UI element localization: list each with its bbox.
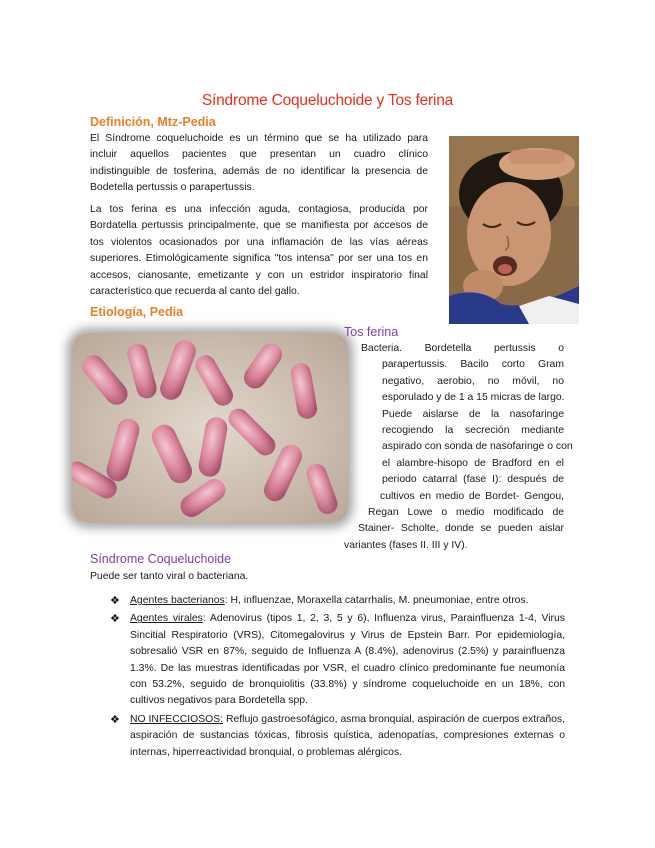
text-line: accesos, cianosante, emetizante y con un estridor inspiratorio final bbox=[90, 269, 428, 281]
item-first-line bbox=[130, 712, 565, 728]
item-text: : Adenovirus (tipos 1, 2, 3, 5 y 6), Influenza virus, Parainfluenza 1-4, Virus bbox=[202, 613, 565, 625]
bacteria-illustration bbox=[72, 333, 348, 523]
sindrome-agents-list bbox=[110, 593, 565, 763]
text-line: indistinguible de tosferina, además de no identificar la presencia de bbox=[90, 165, 428, 177]
text-line: periodo catarral (fase I): después de bbox=[382, 474, 564, 486]
list-item bbox=[110, 712, 565, 761]
diamond-bullet-icon: ❖ bbox=[110, 713, 120, 726]
text-line: cultivos negativos para Bordetella spp. bbox=[130, 695, 308, 707]
text-line: negativo, aerobio, no móvil, no bbox=[382, 375, 564, 387]
text-line: esporulado y de 1 a 15 micras de largo. bbox=[382, 392, 565, 404]
item-text: : H, influenzae, Moraxella catarrhalis, M. pneumoniae, entre otros. bbox=[224, 595, 529, 606]
text-line: Bordatella pertussis principalmente, que se manifiesta por accesos de bbox=[90, 220, 428, 232]
tos-ferina-paragraph bbox=[344, 341, 573, 554]
item-label: Agentes bacterianos bbox=[130, 595, 225, 606]
sindrome-intro: Puede ser tanto viral o bacteriana. bbox=[90, 571, 249, 582]
text-line: cultivos en medio de Bordet- Gengou, bbox=[380, 490, 564, 502]
text-line: sobresalió VSR en 87%, seguido de Influenza A (8.4%), adenovirus (2.5%) y parainfluenza bbox=[130, 646, 565, 658]
text-line: aspirado con sonda de nasofaringe o con bbox=[382, 441, 573, 453]
text-line: recogiendo la secreción mediante bbox=[382, 425, 564, 437]
text-line: superiores. Etimológicamente significa "tos intensa" por ser una tos en bbox=[90, 253, 428, 265]
text-line: variantes (fases II. III y IV). bbox=[344, 539, 468, 551]
definicion-paragraph-2 bbox=[90, 202, 428, 300]
bordetella-micrograph bbox=[72, 333, 348, 523]
text-line: incluir aquellos pacientes que presentan un cuadro clínico bbox=[90, 149, 428, 161]
text-line: El Síndrome coqueluchoide es un término que se ha utilizado para bbox=[90, 133, 428, 144]
text-line: 1.3%. De las muestras identificadas por VSR, el cuadro clínico predominante fue neumonía bbox=[130, 662, 565, 674]
text-line: aspiración de sustancias tóxicas, fibrosis quística, adenopatías, compresiones externas o bbox=[130, 730, 565, 742]
item-label: NO INFECCIOSOS: bbox=[130, 713, 224, 725]
diamond-bullet-icon: ❖ bbox=[110, 613, 120, 626]
list-item bbox=[110, 611, 565, 709]
etiologia-heading: Etiología, Pedia bbox=[90, 305, 184, 319]
tos-ferina-heading: Tos ferina bbox=[344, 325, 399, 339]
text-line: internas, hiperreactividad bronquial, o problemas alérgicos. bbox=[130, 746, 403, 758]
text-line: con 53.2%, seguido de bronquiolitis (33.8%) y síndrome coqueluchoide en un 18%, con bbox=[130, 679, 565, 691]
item-label: Agentes virales bbox=[130, 613, 203, 625]
page-title: Síndrome Coqueluchoide y Tos ferina bbox=[201, 92, 454, 109]
item-first-line bbox=[130, 611, 565, 627]
text-line: Bacteria. Bordetella pertussis o bbox=[361, 343, 564, 354]
text-line: parapertussis. Bacilo corto Gram bbox=[382, 359, 564, 371]
definicion-paragraph-1 bbox=[90, 131, 428, 197]
text-line: tos violentos ocasionados por una inflamación de las vías aéreas bbox=[90, 236, 428, 248]
text-line: Sincitial Respiratorio (VRS), Citomegalovirus y Virus de Epstein Barr. Por epidemiología, bbox=[130, 629, 565, 641]
text-line: La tos ferina es una infección aguda, contagiosa, producida por bbox=[90, 204, 428, 215]
sindrome-heading: Síndrome Coqueluchoide bbox=[90, 552, 232, 566]
text-line: Puede aislarse de la nasofaringe bbox=[382, 408, 564, 420]
diamond-bullet-icon: ❖ bbox=[110, 595, 120, 607]
definicion-heading: Definición, Mtz-Pedia bbox=[90, 115, 216, 129]
item-text: Reflujo gastroesofágico, asma bronquial, aspiración de cuerpos extraños, bbox=[223, 713, 565, 725]
text-line: Stainer- Scholte, donde se pueden aislar bbox=[358, 523, 564, 535]
text-line: Bodetella pertussis o parapertussis. bbox=[90, 182, 255, 194]
coughing-child-illustration bbox=[449, 136, 579, 324]
text-line: característico que recuerda al canto del gallo. bbox=[90, 286, 300, 298]
text-line: Regan Lowe o medio modificado de bbox=[368, 507, 564, 519]
text-line: el alambre-hisopo de Bradford en el bbox=[382, 457, 564, 469]
list-item bbox=[110, 593, 565, 609]
coughing-child-photo bbox=[449, 136, 579, 324]
